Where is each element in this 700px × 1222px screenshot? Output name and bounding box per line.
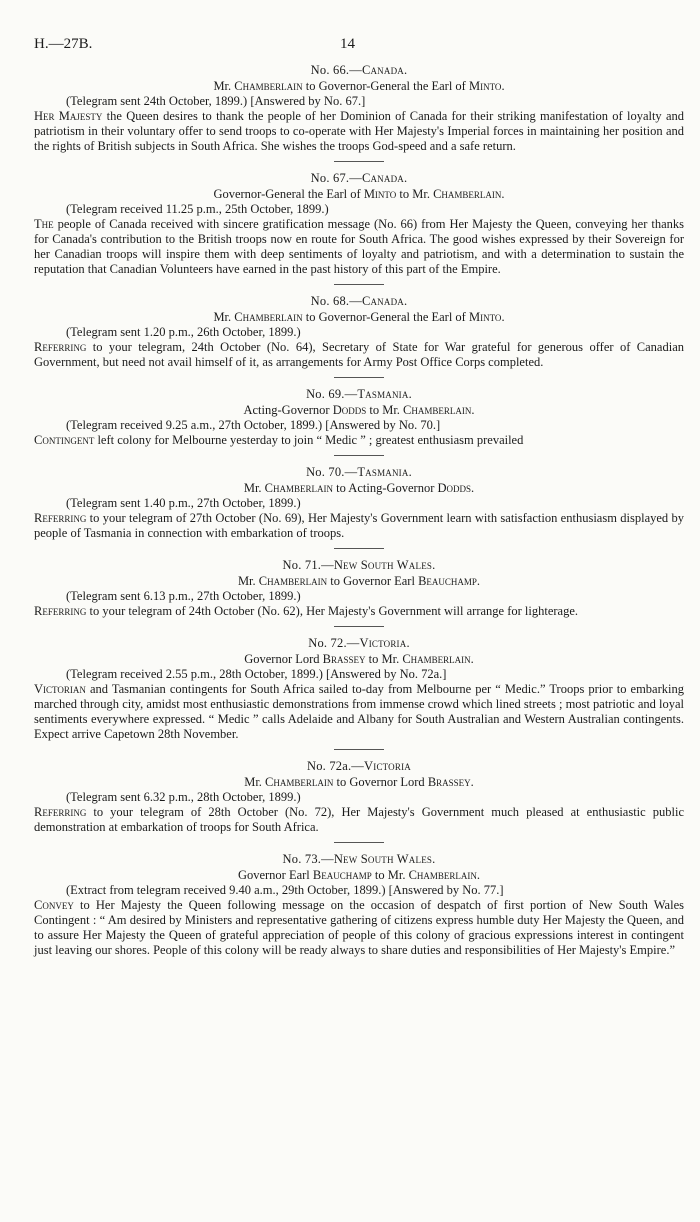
separator-rule xyxy=(334,749,384,750)
entry-telegram-note: (Telegram received 2.55 p.m., 28th October, 1899.) [Answered by No. 72a.] xyxy=(66,667,447,681)
telegram-entry xyxy=(34,851,684,958)
entry-place: Canada. xyxy=(361,63,408,77)
separator-rule xyxy=(334,284,384,285)
telegram-entry xyxy=(34,635,684,742)
entry-telegram-note: (Telegram received 11.25 p.m., 25th October, 1899.) xyxy=(66,202,329,216)
entry-place: New South Wales. xyxy=(333,852,436,866)
entry-title: No. 72.—Victoria. xyxy=(308,636,410,650)
entry-parties: Governor Earl Beauchamp to Mr. Chamberlain. xyxy=(237,868,481,882)
entry-place: Tasmania. xyxy=(357,387,412,401)
telegram-entry xyxy=(34,464,684,541)
entry-place: Canada. xyxy=(361,294,408,308)
separator-rule xyxy=(334,626,384,627)
separator-rule xyxy=(334,548,384,549)
page-number: 14 xyxy=(340,36,355,52)
entry-parties: Mr. Chamberlain to Governor Lord Brassey. xyxy=(244,775,474,789)
entry-telegram-note: (Telegram sent 1.20 p.m., 26th October, 1899.) xyxy=(66,325,301,339)
entry-title: No. 71.—New South Wales. xyxy=(282,558,436,572)
entry-text: Her Majesty the Queen desires to thank the people of her Dominion of Canada for their striking manifestation of loyalty and patriotism in their voluntary offer to send troops to co-operate with Her Majesty's Imperial forces in maintaining her position and the rights of British subjects in South Africa. She wishes the troops God-speed and a safe return. xyxy=(34,109,684,153)
entry-text: Convey to Her Majesty the Queen following message on the occasion of despatch of first portion of New South Wales Contingent : “ Am desired by Ministers and representative gathering of citizens express humble duty Her Majesty the Queen, and to assure Her Majesty the Queen of grateful appreciation of people of this colony of gracious expressions interest in contingent just leaving our shores. People of this colony will be ready always to share duties and responsibilities of Her Majesty's Empire.” xyxy=(34,898,684,957)
entry-title: No. 70.—Tasmania. xyxy=(306,465,412,479)
telegram-entry xyxy=(34,557,684,619)
entry-parties: Mr. Chamberlain to Acting-Governor Dodds. xyxy=(243,481,475,495)
entry-parties: Mr. Chamberlain to Governor Earl Beauchamp. xyxy=(237,574,481,588)
entry-place: New South Wales. xyxy=(333,558,436,572)
entry-parties: Governor Lord Brassey to Mr. Chamberlain. xyxy=(244,652,474,666)
entry-text: Referring to your telegram, 24th October (No. 64), Secretary of State for War grateful for generous offer of Canadian Government, but need not avail himself of it, as arrangements for Army Post Office Corps completed. xyxy=(34,340,684,369)
entry-text: Referring to your telegram of 28th October (No. 72), Her Majesty's Government much pleased at enthusiastic public demonstration at embarkation of troops for South Africa. xyxy=(34,805,684,834)
entry-parties: Mr. Chamberlain to Governor-General the Earl of Minto. xyxy=(213,310,505,324)
telegram-entry xyxy=(34,386,684,448)
entry-place: Victoria xyxy=(364,759,411,773)
entry-telegram-note: (Telegram sent 6.13 p.m., 27th October, 1899.) xyxy=(66,589,301,603)
document-body xyxy=(34,62,684,958)
entry-title: No. 69.—Tasmania. xyxy=(306,387,412,401)
entry-telegram-note: (Telegram sent 24th October, 1899.) [Answered by No. 67.] xyxy=(66,94,366,108)
entry-telegram-note: (Telegram sent 1.40 p.m., 27th October, 1899.) xyxy=(66,496,301,510)
entry-title: No. 66.—Canada. xyxy=(310,63,408,77)
entry-parties: Mr. Chamberlain to Governor-General the Earl of Minto. xyxy=(213,79,505,93)
entry-text: The people of Canada received with sincere gratification message (No. 66) from Her Majesty the Queen, conveying her thanks for Canada's contribution to the British troops now en route for South Africa. The good wishes expressed by their Sovereign for her Canadian troops will inspire them with deep sentiments of loyalty and patriotism, and with a determination to sustain the reputation that Canadian Volunteers have earned in the past history of this part of the Empire. xyxy=(34,217,684,276)
entry-title: No. 72a.—Victoria xyxy=(307,759,411,773)
separator-rule xyxy=(334,161,384,162)
entry-telegram-note: (Telegram sent 6.32 p.m., 28th October, 1899.) xyxy=(66,790,301,804)
telegram-entry xyxy=(34,170,684,277)
entry-telegram-note: (Extract from telegram received 9.40 a.m., 29th October, 1899.) [Answered by No. 77.] xyxy=(66,883,504,897)
entry-place: Victoria. xyxy=(359,636,410,650)
entry-telegram-note: (Telegram received 9.25 a.m., 27th October, 1899.) [Answered by No. 70.] xyxy=(66,418,441,432)
telegram-entry xyxy=(34,293,684,370)
entry-place: Tasmania. xyxy=(357,465,412,479)
page-header xyxy=(34,36,684,62)
entry-title: No. 73.—New South Wales. xyxy=(282,852,436,866)
entry-text: Contingent left colony for Melbourne yesterday to join “ Medic ” ; greatest enthusiasm prevailed xyxy=(34,433,524,447)
entry-place: Canada. xyxy=(361,171,408,185)
entry-title: No. 67.—Canada. xyxy=(310,171,408,185)
document-reference: H.—27B. xyxy=(34,36,93,52)
entry-parties: Acting-Governor Dodds to Mr. Chamberlain. xyxy=(243,403,475,417)
telegram-entry xyxy=(34,62,684,154)
entry-text: Referring to your telegram of 27th October (No. 69), Her Majesty's Government learn with satisfaction enthusiasm displayed by people of Tasmania in connection with embarkation of troops. xyxy=(34,511,684,540)
entry-text: Referring to your telegram of 24th October (No. 62), Her Majesty's Government will arrange for lighterage. xyxy=(34,604,579,618)
entry-title: No. 68.—Canada. xyxy=(310,294,408,308)
separator-rule xyxy=(334,377,384,378)
separator-rule xyxy=(334,842,384,843)
entry-text: Victorian and Tasmanian contingents for South Africa sailed to-day from Melbourne per “ Medic.” Troops prior to embarking marched through city, amidst most enthusiastic demonstrations from immense crowd which lined streets ; most patriotic and loyal sentiments everywhere expressed. “ Medic ” calls Adelaide and Albany for South Australian and Western Australian contingents. Expect arrive Capetown 28th November. xyxy=(34,682,684,741)
entry-parties: Governor-General the Earl of Minto to Mr. Chamberlain. xyxy=(213,187,505,201)
telegram-entry xyxy=(34,758,684,835)
separator-rule xyxy=(334,455,384,456)
